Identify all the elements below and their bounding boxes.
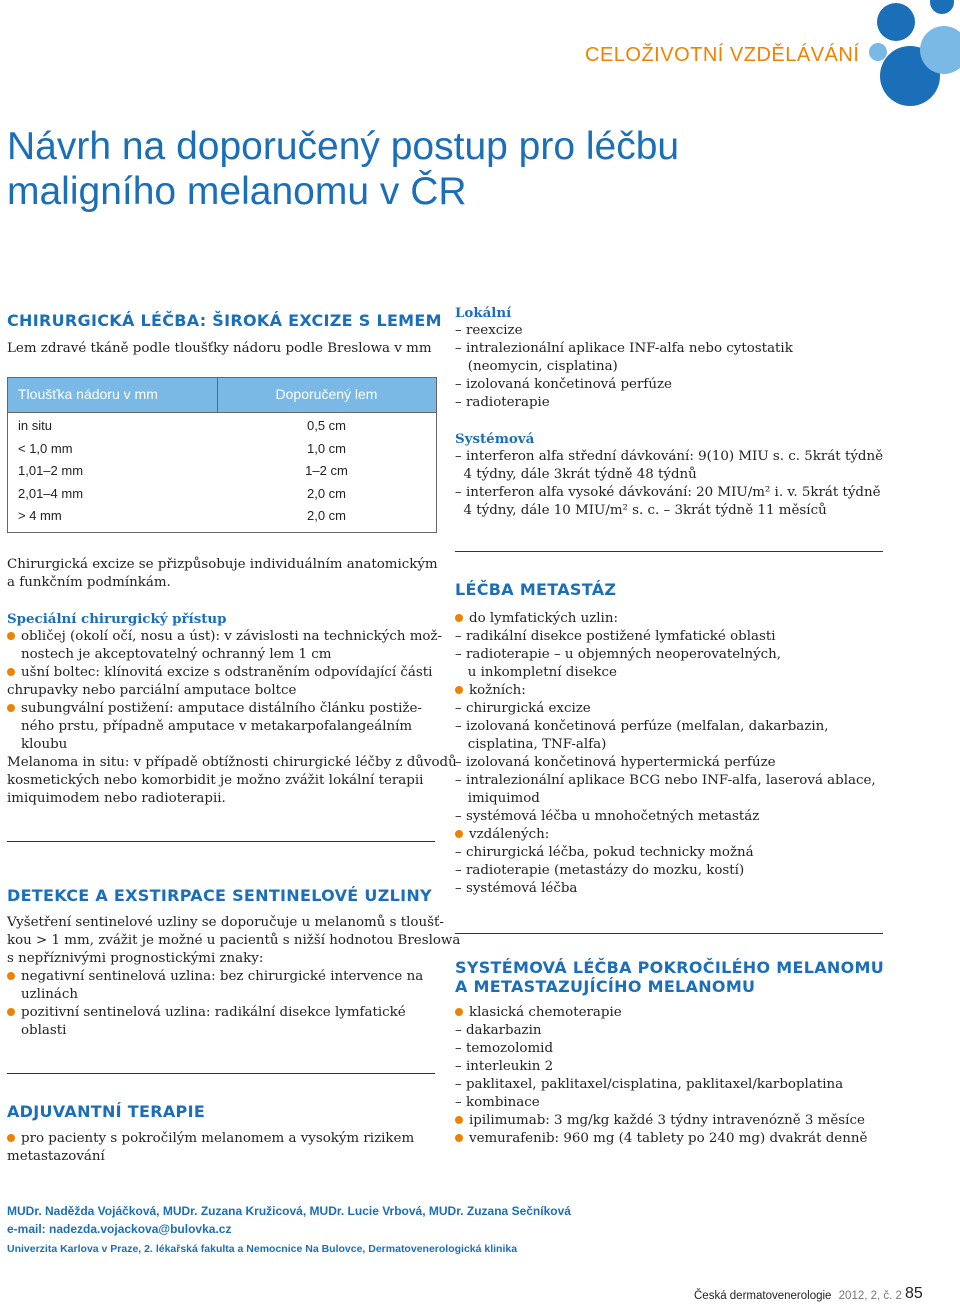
- table-cell-margin: 1–2 cm: [305, 463, 348, 478]
- bullet-icon: [455, 1116, 463, 1124]
- list-item: – izolovaná končetinová perfúze: [455, 377, 672, 392]
- logo-circles-icon: [858, 0, 960, 112]
- section-label: CELOŽIVOTNÍ VZDĚLÁVÁNÍ: [585, 44, 860, 66]
- title-line-1: Návrh na doporučený postup pro léčbu: [7, 125, 680, 168]
- table-row: [8, 463, 436, 486]
- sentinel-heading: DETEKCE A EXSTIRPACE SENTINELOVÉ UZLINY: [7, 886, 432, 905]
- footer-authors: MUDr. Naděžda Vojáčková, MUDr. Zuzana Kružicová, MUDr. Lucie Vrbová, MUDr. Zuzana Sečníková: [7, 1204, 571, 1218]
- list-item: pozitivní sentinelová uzlina: radikální disekce lymfatické: [7, 1004, 460, 1022]
- list-item: 4 týdny, dále 10 MIU/m² s. c. – 3krát týdně 11 měsíců: [455, 503, 827, 518]
- table-row: [8, 508, 436, 531]
- table-cell-thickness: < 1,0 mm: [18, 440, 73, 456]
- paragraph-line: Vyšetření sentinelové uzliny se doporučuje u melanomů s tloušť-: [7, 915, 444, 930]
- bullet-icon: [7, 704, 15, 712]
- list-item: subungvální postižení: amputace distálního článku postiže-: [7, 700, 442, 718]
- list-item: vemurafenib: 960 mg (4 tablety po 240 mg) dvakrát denně: [455, 1130, 867, 1148]
- adjuvant-heading: ADJUVANTNÍ TERAPIE: [7, 1102, 206, 1121]
- list-item: – kombinace: [455, 1095, 540, 1110]
- sentinel-text: [7, 914, 460, 1040]
- paragraph-line: s nepříznivými prognostickými znaky:: [7, 951, 264, 966]
- table-header-row: [8, 378, 436, 413]
- footer-journal-info: [694, 1290, 902, 1302]
- list-item: cisplatina, TNF-alfa): [455, 737, 607, 752]
- bullet-icon: [455, 1008, 463, 1016]
- margin-table: [7, 377, 437, 533]
- list-item: – radikální disekce postižené lymfatické oblasti: [455, 629, 776, 644]
- bullet-icon: [7, 1134, 15, 1142]
- list-item: – izolovaná končetinová hypertermická perfúze: [455, 755, 776, 770]
- list-item: – dakarbazin: [455, 1023, 542, 1038]
- systemic-list: [455, 448, 883, 520]
- systemic-title: Systémová: [455, 431, 535, 447]
- list-item: – interleukin 2: [455, 1059, 554, 1074]
- divider: [7, 1073, 435, 1074]
- table-row: [8, 418, 436, 441]
- list-item: – interferon alfa střední dávkování: 9(10) MIU s. c. 5krát týdně: [455, 449, 884, 464]
- table-cell-thickness: 2,01–4 mm: [18, 485, 84, 501]
- list-item: ušní boltec: klínovitá excize s odstraněním odpovídající části: [7, 664, 442, 682]
- list-item: – systémová léčba u mnohočetných metastáz: [455, 809, 760, 824]
- list-item: – systémová léčba: [455, 881, 578, 896]
- table-cell-thickness: in situ: [18, 418, 52, 433]
- list-item: ného prstu, případně amputace v metakarpofalangeálním: [21, 719, 413, 734]
- list-item: 4 týdny, dále 3krát týdně 48 týdnů: [455, 467, 697, 482]
- bullet-icon: [455, 614, 463, 622]
- list-item: – reexcize: [455, 323, 523, 338]
- list-item: – chirurgická léčba, pokud technicky možná: [455, 845, 754, 860]
- table-header-col2: Doporučený lem: [275, 386, 378, 402]
- list-item: – izolovaná končetinová perfúze (melfalan, dakarbazin,: [455, 719, 829, 734]
- table-row: [8, 486, 436, 509]
- list-item: klasická chemoterapie: [455, 1004, 867, 1022]
- surgery-intro: Lem zdravé tkáně podle tloušťky nádoru podle Breslowa v mm: [7, 341, 432, 356]
- journal-name: Česká dermatovenerologie: [694, 1290, 832, 1302]
- surgery-note-line: a funkčním podmínkám.: [7, 575, 171, 590]
- bullet-icon: [7, 972, 15, 980]
- local-title: Lokální: [455, 305, 512, 321]
- paragraph-line: imiquimodem nebo radioterapii.: [7, 791, 226, 806]
- list-item: u inkompletní disekce: [455, 665, 617, 680]
- advanced-heading-line-1: SYSTÉMOVÁ LÉČBA POKROČILÉHO MELANOMU: [455, 958, 885, 977]
- table-header-col1: Tloušťka nádoru v mm: [18, 386, 158, 402]
- table-cell-margin: 1,0 cm: [306, 440, 346, 456]
- bullet-icon: [7, 668, 15, 676]
- table-cell-margin: 2,0 cm: [306, 508, 346, 523]
- list-item: – intralezionální aplikace BCG nebo INF-alfa, laserová ablace,: [455, 773, 876, 788]
- metastases-heading: LÉČBA METASTÁZ: [455, 580, 617, 599]
- list-item: – paklitaxel, paklitaxel/cisplatina, paklitaxel/karboplatina: [455, 1077, 844, 1092]
- table-body: [8, 418, 436, 531]
- special-approach-title: Speciální chirurgický přístup: [7, 611, 227, 627]
- footer-affiliation: Univerzita Karlova v Praze, 2. lékařská fakulta a Nemocnice Na Bulovce, Dermatovenerologická klinika: [7, 1243, 518, 1255]
- table-cell-margin: 0,5 cm: [306, 418, 346, 433]
- list-item: oblasti: [21, 1023, 67, 1038]
- table-cell-thickness: 1,01–2 mm: [18, 463, 84, 478]
- local-list: [455, 322, 793, 412]
- list-item: – radioterapie – u objemných neoperovatelných,: [455, 647, 782, 662]
- adjuvant-text: [7, 1130, 414, 1166]
- advanced-heading: [455, 958, 884, 996]
- table-row: [8, 441, 436, 464]
- list-item: imiquimod: [455, 791, 540, 806]
- list-item: – temozolomid: [455, 1041, 554, 1056]
- bullet-icon: [455, 830, 463, 838]
- list-item: ipilimumab: 3 mg/kg každé 3 týdny intravenózně 3 měsíce: [455, 1112, 867, 1130]
- special-approach-list: [7, 628, 442, 754]
- advanced-heading-line-2: A METASTAZUJÍCÍHO MELANOMU: [455, 977, 756, 996]
- page-title: [7, 124, 679, 214]
- divider: [455, 551, 883, 552]
- metastases-list: [455, 610, 876, 898]
- page-number: 85: [905, 1285, 923, 1302]
- list-item: negativní sentinelová uzlina: bez chirurgické intervence na: [7, 968, 460, 986]
- list-item: pro pacienty s pokročilým melanomem a vysokým rizikem: [7, 1130, 414, 1148]
- list-item: vzdálených:: [455, 826, 876, 844]
- list-item: – chirurgická excize: [455, 701, 591, 716]
- paragraph-line: kosmetických nebo komorbidit je možno zvážit lokální terapii: [7, 773, 424, 788]
- paragraph-line: Melanoma in situ: v případě obtížnosti chirurgické léčby z důvodů: [7, 755, 457, 770]
- title-line-2: maligního melanomu v ČR: [7, 170, 467, 213]
- table-cell-thickness: > 4 mm: [18, 508, 62, 523]
- divider: [7, 841, 435, 842]
- list-item: – intralezionální aplikace INF-alfa nebo cytostatik: [455, 341, 793, 356]
- divider: [455, 933, 883, 934]
- list-item: – radioterapie (metastázy do mozku, kostí): [455, 863, 745, 878]
- list-item: obličej (okolí očí, nosu a úst): v závislosti na technických mož-: [7, 628, 442, 646]
- list-item: (neomycin, cisplatina): [455, 359, 618, 374]
- list-item: kožních:: [455, 682, 876, 700]
- surgery-note-line: Chirurgická excize se přizpůsobuje individuálním anatomickým: [7, 557, 438, 572]
- footer-email[interactable]: e-mail: nadezda.vojackova@bulovka.cz: [7, 1222, 232, 1236]
- bullet-icon: [455, 1134, 463, 1142]
- list-item: nostech je akceptovatelný ochranný lem 1 cm: [21, 647, 332, 662]
- list-item: – radioterapie: [455, 395, 550, 410]
- list-item: do lymfatických uzlin:: [455, 610, 876, 628]
- journal-issue: 2012, 2, č. 2: [838, 1290, 902, 1302]
- list-item: uzlinách: [21, 987, 78, 1002]
- melanoma-insitu-text: [7, 754, 457, 808]
- list-item: – interferon alfa vysoké dávkování: 20 MIU/m² i. v. 5krát týdně: [455, 485, 881, 500]
- paragraph-line: kou > 1 mm, zvážit je možné u pacientů s nižší hodnotou Breslowa: [7, 933, 461, 948]
- bullet-icon: [7, 1008, 15, 1016]
- list-item: chrupavky nebo parciální amputace boltce: [7, 683, 297, 698]
- list-item: metastazování: [7, 1149, 105, 1164]
- advanced-list: [455, 1004, 867, 1148]
- table-cell-margin: 2,0 cm: [306, 485, 346, 501]
- surgery-heading: CHIRURGICKÁ LÉČBA: ŠIROKÁ EXCIZE S LEMEM: [7, 311, 442, 330]
- list-item: kloubu: [21, 737, 68, 752]
- bullet-icon: [455, 686, 463, 694]
- bullet-icon: [7, 632, 15, 640]
- surgery-note: [7, 556, 438, 592]
